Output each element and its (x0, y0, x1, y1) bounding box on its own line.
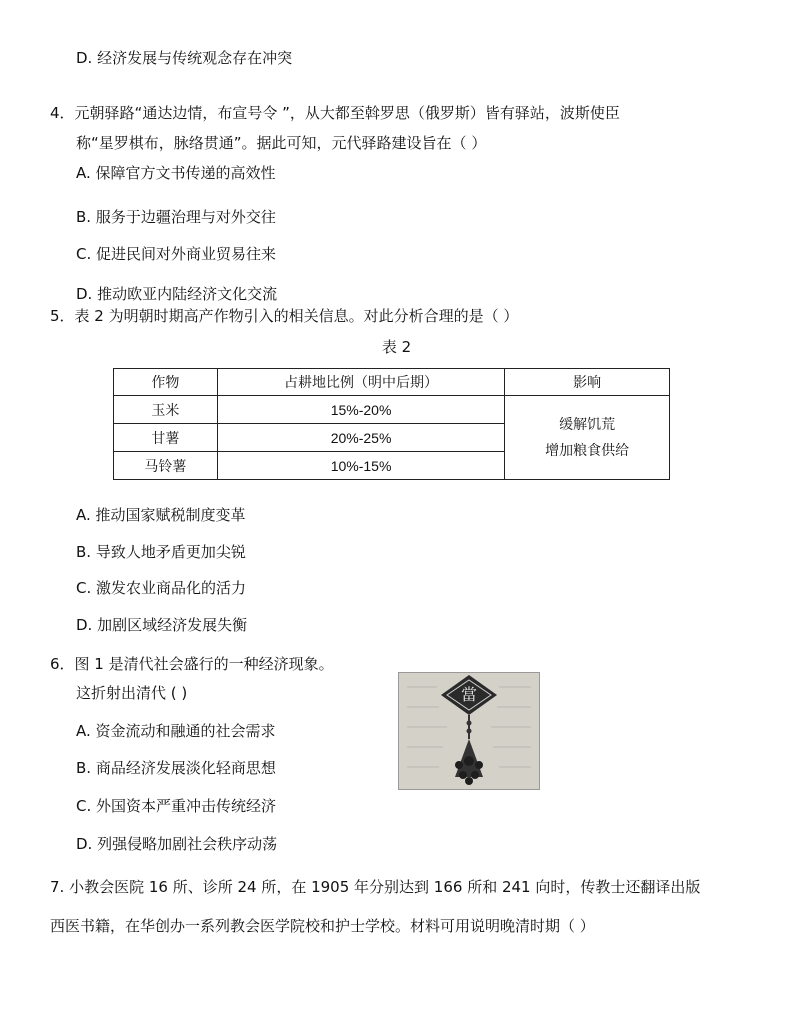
q4-option-b: B. 服务于边疆治理与对外交往 (76, 208, 276, 226)
q5-stem: 5．表 2 为明朝时期高产作物引入的相关信息。对此分析合理的是（ ） (50, 307, 519, 325)
q4-stem-line2: 称“星罗棋布，脉络贯通”。据此可知，元代驿路建设旨在（ ） (76, 134, 487, 152)
q4-option-d: D. 推动欧亚内陆经济文化交流 (76, 285, 278, 303)
header-effect: 影响 (505, 369, 670, 396)
q5-option-c: C. 激发农业商品化的活力 (76, 579, 247, 597)
effect-line2: 增加粮食供给 (545, 442, 630, 459)
q5-option-b: B. 导致人地矛盾更加尖锐 (76, 543, 246, 561)
q6-stem-line2: 这折射出清代 ( ) (76, 684, 188, 702)
q5-option-d: D. 加剧区域经济发展失衡 (76, 616, 248, 634)
crop-table (113, 368, 670, 480)
q4-option-a: A. 保障官方文书传递的高效性 (76, 164, 276, 182)
q6-option-b: B. 商品经济发展淡化轻商思想 (76, 759, 276, 777)
table-caption: 表 2 (381, 338, 412, 356)
table-header-row (114, 369, 670, 396)
crop-cell: 玉米 (114, 396, 218, 424)
ratio-cell: 20%-25% (217, 424, 505, 452)
q6-option-a: A. 资金流动和融通的社会需求 (76, 722, 276, 740)
q7-stem-line1: 7. 小教会医院 16 所、诊所 24 所，在 1905 年分别达到 166 所和 241 向时，传教士还翻译出版 (50, 878, 701, 896)
q4-stem-line1: 4．元朝驿路“通达边情，布宣号令 ”，从大都至斡罗思（俄罗斯）皆有驿站，波斯使臣 (50, 104, 620, 122)
header-ratio: 占耕地比例（明中后期） (217, 369, 505, 396)
header-crop: 作物 (114, 369, 218, 396)
q6-option-c: C. 外国资本严重冲击传统经济 (76, 797, 277, 815)
crop-cell: 甘薯 (114, 424, 218, 452)
pawnshop-character: 當 (460, 685, 477, 704)
ratio-cell: 15%-20% (217, 396, 505, 424)
q4-option-c: C. 促进民间对外商业贸易往来 (76, 245, 277, 263)
crop-cell: 马铃薯 (114, 452, 218, 480)
table-row (114, 396, 670, 424)
pawnshop-sign-figure (398, 672, 540, 790)
q6-stem-line1: 6．图 1 是清代社会盛行的一种经济现象。 (50, 655, 334, 673)
effect-cell (505, 396, 670, 480)
q6-option-d: D. 列强侵略加剧社会秩序动荡 (76, 835, 278, 853)
q5-option-a: A. 推动国家赋税制度变革 (76, 506, 246, 524)
q7-stem-line2: 西医书籍，在华创办一系列教会医学院校和护士学校。材料可用说明晚清时期（ ） (50, 917, 595, 935)
ratio-cell: 10%-15% (217, 452, 505, 480)
effect-line1: 缓解饥荒 (559, 416, 616, 433)
q3-option-d: D. 经济发展与传统观念存在冲突 (76, 49, 293, 67)
